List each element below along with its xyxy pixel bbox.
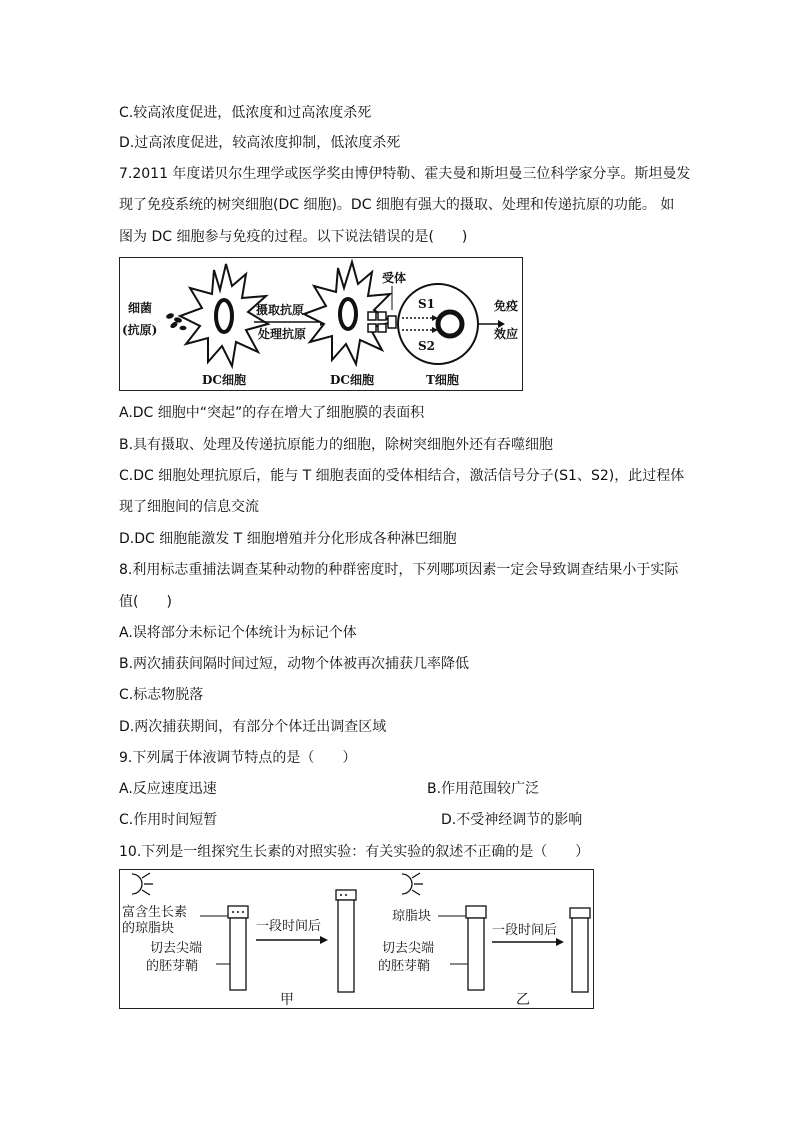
yi-agar-label: 琼脂块: [392, 909, 432, 924]
signal-s2-label: S2: [418, 339, 436, 353]
yi-cut-label-2: 的胚芽鞘: [378, 959, 431, 974]
q7-stem-line-1: 7.2011 年度诺贝尔生理学或医学奖由博伊特勒、霍夫曼和斯坦曼三位科学家分享。斯坦曼发: [119, 166, 691, 182]
dc-cell-1-label: DC细胞: [202, 373, 246, 387]
jia-caption: 甲: [280, 992, 294, 1008]
yi-cut-label-1: 切去尖端: [382, 941, 435, 956]
q7-stem-line-2: 现了免疫系统的树突细胞(DC 细胞)。DC 细胞有强大的摄取、处理和传递抗原的功能。 如: [119, 197, 675, 213]
jia-agar-label-2: 的琼脂块: [122, 921, 175, 936]
q8-option-a: A.误将部分未标记个体统计为标记个体: [119, 625, 357, 641]
signal-s1-label: S1: [418, 297, 436, 311]
q8-stem-line-2: 值( ): [119, 594, 172, 610]
arrow-process-antigen-label: 处理抗原: [258, 327, 307, 341]
q8-option-d: D.两次捕获期间，有部分个体迁出调查区域: [119, 719, 387, 735]
q9-option-a: A.反应速度迅速: [119, 781, 217, 797]
q8-option-c: C.标志物脱落: [119, 687, 204, 703]
dc-cell-2-label: DC细胞: [330, 373, 374, 387]
q7-option-c: C.DC 细胞处理抗原后，能与 T 细胞表面的受体相结合，激活信号分子(S1、S2)，此过程体: [119, 468, 685, 484]
q9-option-d: D.不受神经调节的影响: [441, 812, 583, 828]
jia-coleoptile-2: [338, 900, 354, 992]
yi-coleoptile-1: [468, 918, 484, 990]
yi-agar-block: [466, 906, 486, 918]
dc-cell-immune-figure: [119, 257, 523, 391]
q6-option-d: D.过高浓度促进，较高浓度抑制，低浓度杀死: [119, 135, 401, 151]
q7-option-b: B.具有摄取、处理及传递抗原能力的细胞，除树突细胞外还有吞噬细胞: [119, 437, 554, 453]
immune-effect-label-2: 效应: [494, 327, 519, 341]
jia-cut-label-1: 切去尖端: [150, 941, 203, 956]
q8-option-b: B.两次捕获间隔时间过短，动物个体被再次捕获几率降低: [119, 656, 470, 672]
yi-agar-block-2: [570, 908, 590, 918]
q9-option-c: C.作用时间短暂: [119, 812, 218, 828]
auxin-experiment-figure: [119, 869, 594, 1009]
jia-cut-label-2: 的胚芽鞘: [146, 959, 199, 974]
q7-option-c-cont: 现了细胞间的信息交流: [119, 499, 259, 515]
jia-coleoptile-1: [230, 918, 246, 990]
q7-stem-line-3: 图为 DC 细胞参与免疫的过程。以下说法错误的是( ): [119, 229, 468, 245]
jia-arrow-label: 一段时间后: [256, 919, 322, 934]
light-source-icon-yi: [402, 873, 423, 895]
receptor-label: 受体: [382, 271, 407, 285]
q10-stem: 10.下列是一组探究生长素的对照实验：有关实验的叙述不正确的是（ ）: [119, 844, 590, 860]
bacteria-label-antigen: (抗原): [122, 323, 158, 337]
yi-caption: 乙: [516, 992, 530, 1008]
immune-effect-label: 免疫: [494, 299, 519, 313]
q7-option-d: D.DC 细胞能激发 T 细胞增殖并分化形成各种淋巴细胞: [119, 531, 457, 547]
t-cell-label: T细胞: [426, 373, 459, 387]
yi-coleoptile-2: [572, 918, 588, 992]
arrow-take-antigen-label: 摄取抗原: [256, 303, 305, 317]
q9-option-b: B.作用范围较广泛: [427, 781, 540, 797]
q9-stem: 9.下列属于体液调节特点的是（ ）: [119, 750, 357, 766]
bacteria-label: 细菌: [128, 301, 153, 315]
jia-agar-label-1: 富含生长素: [122, 905, 188, 920]
q6-option-c: C.较高浓度促进，低浓度和过高浓度杀死: [119, 105, 372, 121]
yi-arrow-label: 一段时间后: [492, 923, 558, 938]
q7-option-a: A.DC 细胞中“突起”的存在增大了细胞膜的表面积: [119, 405, 425, 421]
q8-stem-line-1: 8.利用标志重捕法调查某种动物的种群密度时，下列哪项因素一定会导致调查结果小于实际: [119, 562, 679, 578]
dc-cell-1-shape: [180, 264, 268, 366]
light-source-icon-jia: [132, 873, 153, 895]
